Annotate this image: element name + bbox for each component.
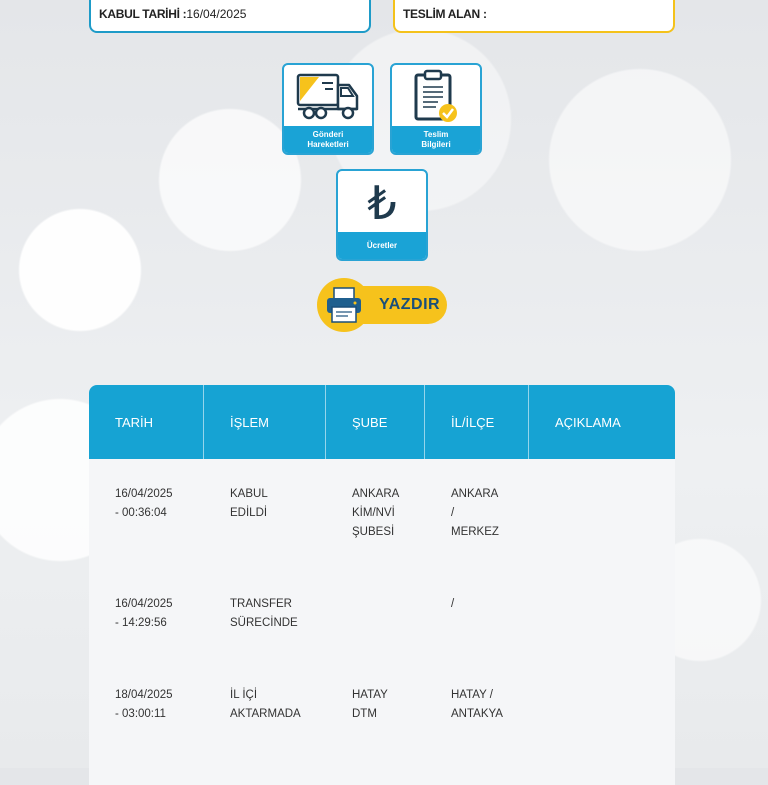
print-button-label: YAZDIR: [379, 296, 441, 313]
print-button[interactable]: [317, 278, 449, 332]
header-date: TARİH: [89, 385, 204, 459]
cell-date: 16/04/2025 - 14:29:56: [115, 598, 173, 629]
cell-date: 18/04/2025 - 03:00:11: [115, 689, 173, 720]
lira-icon: ₺: [367, 176, 397, 230]
cell-operation: KABUL EDİLDİ: [230, 488, 268, 519]
cell-operation: İL İÇİ AKTARMADA: [230, 689, 301, 720]
receiver-box: [393, 0, 675, 33]
clipboard-check-icon: [410, 69, 462, 125]
cell-description: [529, 595, 675, 633]
table-header: [89, 385, 675, 459]
cell-city: HATAY / ANTAKYA: [451, 689, 503, 720]
shipment-movements-caption: [284, 126, 372, 153]
cell-branch: HATAY DTM: [352, 689, 388, 720]
printer-icon: [324, 285, 364, 325]
fees-button[interactable]: [336, 169, 428, 261]
tile-line2: Hareketleri: [307, 139, 349, 149]
accept-date-value: 16/04/2025: [186, 7, 247, 21]
delivery-info-button[interactable]: [390, 63, 482, 155]
cell-city: /: [451, 598, 455, 610]
cell-date: 16/04/2025 - 00:36:04: [115, 488, 173, 519]
receiver-label: TESLİM ALAN :: [403, 7, 487, 21]
accept-date-label: KABUL TARİHİ :: [99, 7, 187, 21]
shipment-movements-button[interactable]: [282, 63, 374, 155]
delivery-info-caption: [392, 126, 480, 153]
header-branch: ŞUBE: [326, 385, 425, 459]
table-row: [89, 686, 675, 724]
cell-branch: ANKARA KİM/NVİ ŞUBESİ: [352, 488, 400, 538]
truck-icon: [295, 71, 361, 123]
movements-table: [89, 385, 675, 785]
header-city: İL/İLÇE: [425, 385, 529, 459]
cell-description: [529, 485, 675, 542]
tile-line1: Teslim: [423, 129, 449, 139]
cell-branch: [326, 595, 425, 633]
header-operation: İŞLEM: [204, 385, 326, 459]
header-description: AÇIKLAMA: [555, 414, 621, 430]
table-row: [89, 595, 675, 633]
tile-line2: Bilgileri: [421, 139, 451, 149]
cell-operation: TRANSFER SÜRECİNDE: [230, 598, 298, 629]
table-row: [89, 485, 675, 542]
accept-date-box: [89, 0, 371, 33]
tile-line1: Ücretler: [366, 240, 398, 250]
tile-line1: Gönderi: [312, 129, 344, 139]
fees-caption: [338, 232, 426, 259]
cell-city: ANKARA / MERKEZ: [451, 488, 499, 538]
cell-description: [529, 686, 675, 724]
